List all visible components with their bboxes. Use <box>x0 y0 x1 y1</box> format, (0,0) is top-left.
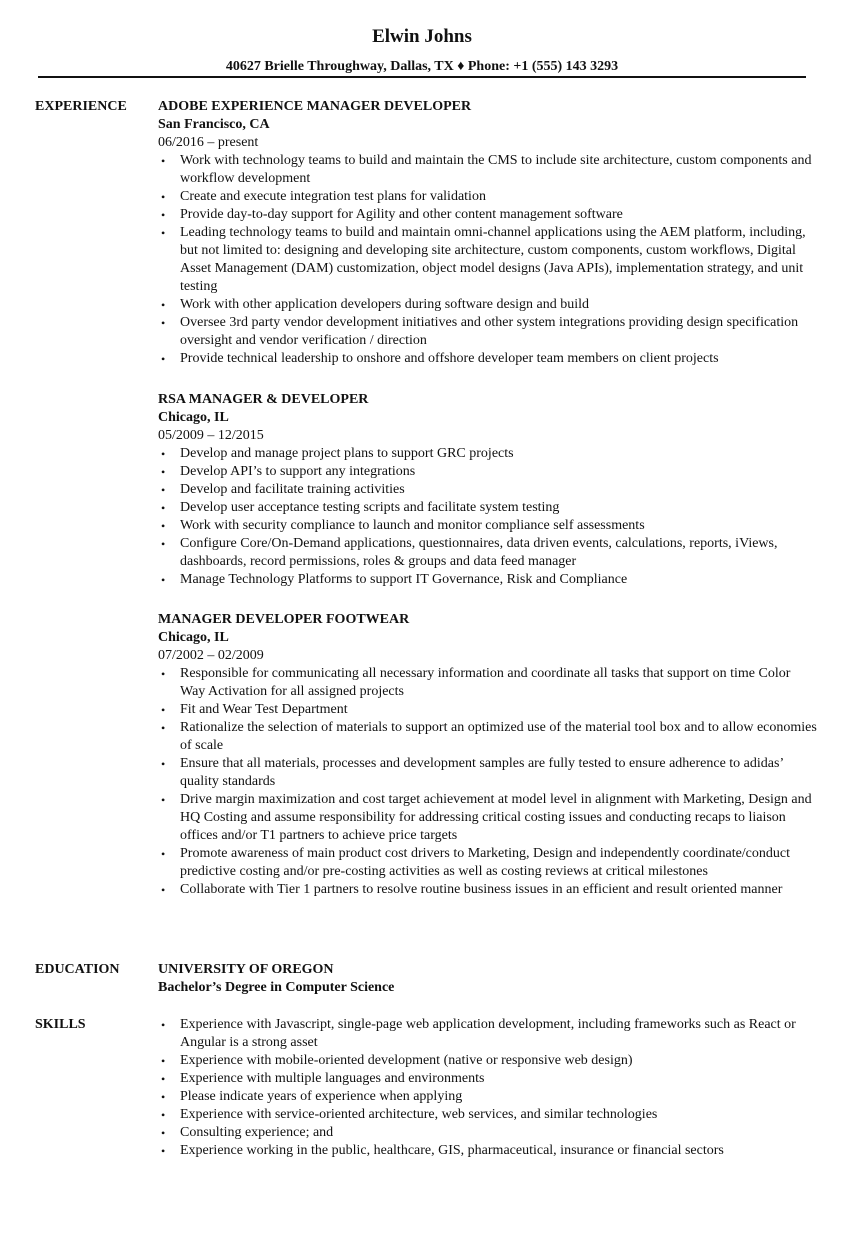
header-divider <box>38 76 806 78</box>
job-title: RSA MANAGER & DEVELOPER <box>158 392 369 407</box>
candidate-name: Elwin Johns <box>372 26 472 47</box>
list-item: • Provide technical leadership to onshore and offshore developer team members on client projects <box>158 350 818 368</box>
list-item: • Experience with service-oriented architecture, web services, and similar technologies <box>158 1106 818 1124</box>
degree: Bachelor’s Degree in Computer Science <box>158 980 395 995</box>
job-dates: 06/2016 – present <box>158 135 259 150</box>
list-item: • Develop user acceptance testing scripts and facilitate system testing <box>158 499 818 517</box>
list-item: • Develop API’s to support any integrations <box>158 463 818 481</box>
skills-heading: SKILLS <box>35 1017 86 1032</box>
job-location: San Francisco, CA <box>158 117 270 132</box>
list-item: • Experience working in the public, healthcare, GIS, pharmaceutical, insurance or financial sectors <box>158 1142 818 1160</box>
job-location: Chicago, IL <box>158 410 229 425</box>
job-title: MANAGER DEVELOPER FOOTWEAR <box>158 612 410 627</box>
list-item: • Work with security compliance to launch and monitor compliance self assessments <box>158 517 818 535</box>
list-item: • Responsible for communicating all necessary information and coordinate all tasks that support on time Color Way Activation for all assigned projects <box>158 665 818 701</box>
list-item: • Fit and Wear Test Department <box>158 701 818 719</box>
job-entry <box>158 391 818 589</box>
list-item: • Oversee 3rd party vendor development initiatives and other system integrations providing design specification oversight and vendor verification / direction <box>158 314 818 350</box>
list-item: • Leading technology teams to build and maintain omni-channel applications using the AEM platform, including, but not limited to: designing and developing site architecture, custom components, custom workflows, Digital Asset Management (DAM) customization, object model designs (Java APIs), implementation strategy, and unit testing <box>158 224 818 296</box>
job-bullets <box>158 445 818 589</box>
education-heading: EDUCATION <box>35 962 120 977</box>
list-item: • Provide day-to-day support for Agility and other content management software <box>158 206 818 224</box>
list-item: • Ensure that all materials, processes and development samples are fully tested to ensure adherence to adidas’ quality standards <box>158 755 818 791</box>
education-entry <box>158 961 818 997</box>
list-item: • Promote awareness of main product cost drivers to Marketing, Design and independently coordinate/conduct predictive costing and/or pre-costing activities as well as costing reviews at critical milestones <box>158 845 818 881</box>
job-entry <box>158 611 818 899</box>
resume-header <box>38 26 806 76</box>
contact-line: 40627 Brielle Throughway, Dallas, TX ♦ Phone: +1 (555) 143 3293 <box>225 59 619 74</box>
list-item: • Collaborate with Tier 1 partners to resolve routine business issues in an efficient and result oriented manner <box>158 881 818 899</box>
list-item: • Create and execute integration test plans for validation <box>158 188 818 206</box>
list-item: • Consulting experience; and <box>158 1124 818 1142</box>
list-item: • Rationalize the selection of materials to support an optimized use of the material tool box and to allow economies of scale <box>158 719 818 755</box>
list-item: • Experience with Javascript, single-page web application development, including frameworks such as React or Angular is a strong asset <box>158 1016 818 1052</box>
list-item: • Experience with multiple languages and environments <box>158 1070 818 1088</box>
job-bullets <box>158 152 818 368</box>
list-item: • Develop and facilitate training activities <box>158 481 818 499</box>
school-name: UNIVERSITY OF OREGON <box>158 962 334 977</box>
job-title: ADOBE EXPERIENCE MANAGER DEVELOPER <box>158 99 472 114</box>
list-item: • Experience with mobile-oriented development (native or responsive web design) <box>158 1052 818 1070</box>
skills-entry <box>158 1016 818 1160</box>
list-item: • Work with other application developers during software design and build <box>158 296 818 314</box>
job-dates: 07/2002 – 02/2009 <box>158 648 264 663</box>
experience-heading: EXPERIENCE <box>35 99 127 114</box>
job-entry <box>158 98 818 368</box>
list-item: • Manage Technology Platforms to support IT Governance, Risk and Compliance <box>158 571 818 589</box>
list-item: • Work with technology teams to build and maintain the CMS to include site architecture, custom components and workflow development <box>158 152 818 188</box>
list-item: • Configure Core/On-Demand applications, questionnaires, data driven events, calculations, reports, iViews, dashboards, record permissions, roles & groups and data feed manager <box>158 535 818 571</box>
list-item: • Please indicate years of experience when applying <box>158 1088 818 1106</box>
list-item: • Develop and manage project plans to support GRC projects <box>158 445 818 463</box>
job-location: Chicago, IL <box>158 630 229 645</box>
list-item: • Drive margin maximization and cost target achievement at model level in alignment with Marketing, Design and HQ Costing and assume responsibility for addressing critical costing issues and conducting recaps to liaison offices and/or T1 partners to achieve price targets <box>158 791 818 845</box>
skills-list <box>158 1016 818 1160</box>
job-dates: 05/2009 – 12/2015 <box>158 428 264 443</box>
job-bullets <box>158 665 818 899</box>
